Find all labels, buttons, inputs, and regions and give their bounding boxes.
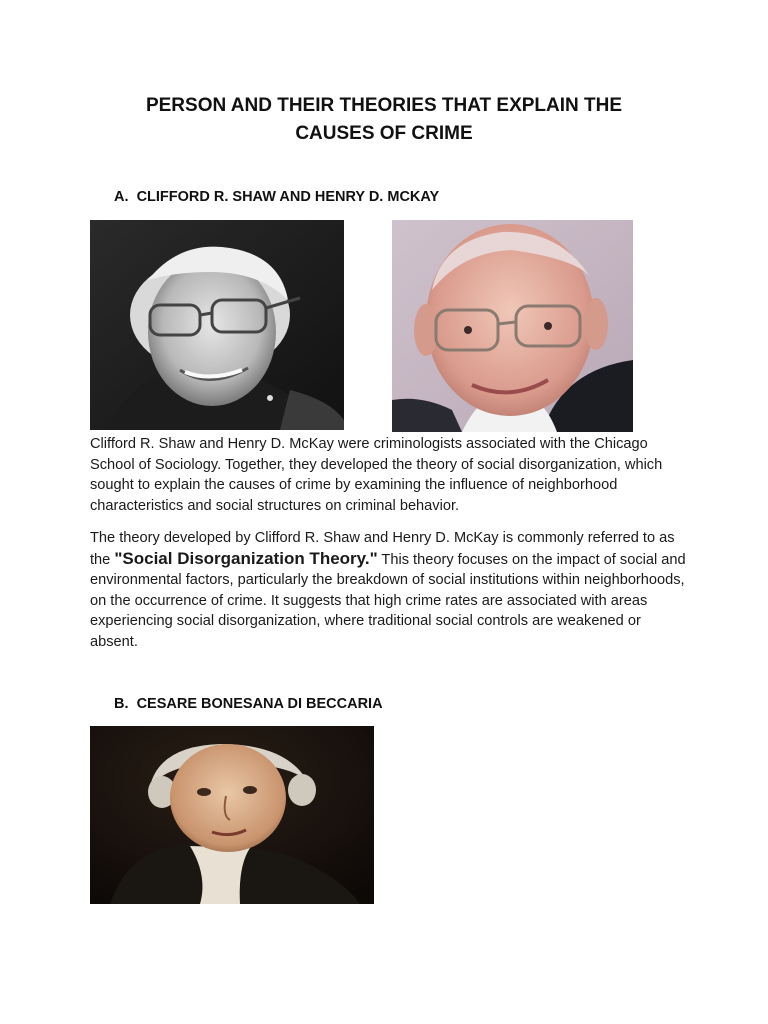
shaw-mckay-paragraph-1: Clifford R. Shaw and Henry D. McKay were criminologists associated with the Chicago School of Sociology. Together, they developed the theory of social disorganization, which sought to explain the causes of crime by examining the influence of neighborhood characteristics and social structures on criminal behavior. [90,436,663,514]
section-a-heading [114,189,439,205]
title-line-1: PERSON AND THEIR THEORIES THAT EXPLAIN THE [145,95,623,116]
theory-name-emphasis: "Social Disorganization Theory." [114,548,378,568]
title-line-2: CAUSES OF CRIME [295,123,473,144]
paragraph-2-lead-in: The theory developed by Clifford R. Shaw and Henry D. McKay is commonly referred to as the [90,530,675,568]
shaw-mckay-paragraph-2 [90,528,690,653]
portrait-henry-mckay [392,220,633,432]
section-b-title: CESARE BONESANA DI BECCARIA [136,696,383,712]
section-b-marker: B. [114,696,129,712]
section-a-title: CLIFFORD R. SHAW AND HENRY D. MCKAY [136,189,440,205]
section-a-marker: A. [114,189,129,205]
portrait-cesare-beccaria [90,726,374,904]
section-b-heading [114,696,383,712]
paragraph-2-body: This theory focuses on the impact of social and environmental factors, particularly the breakdown of social institutions within neighborhoods, on the occurrence of crime. It suggests that high crime rates are associated with areas experiencing social disorganization, where traditional social controls are weakened or absent. [90,551,686,650]
document-title [90,92,678,148]
portrait-clifford-shaw [90,220,344,430]
